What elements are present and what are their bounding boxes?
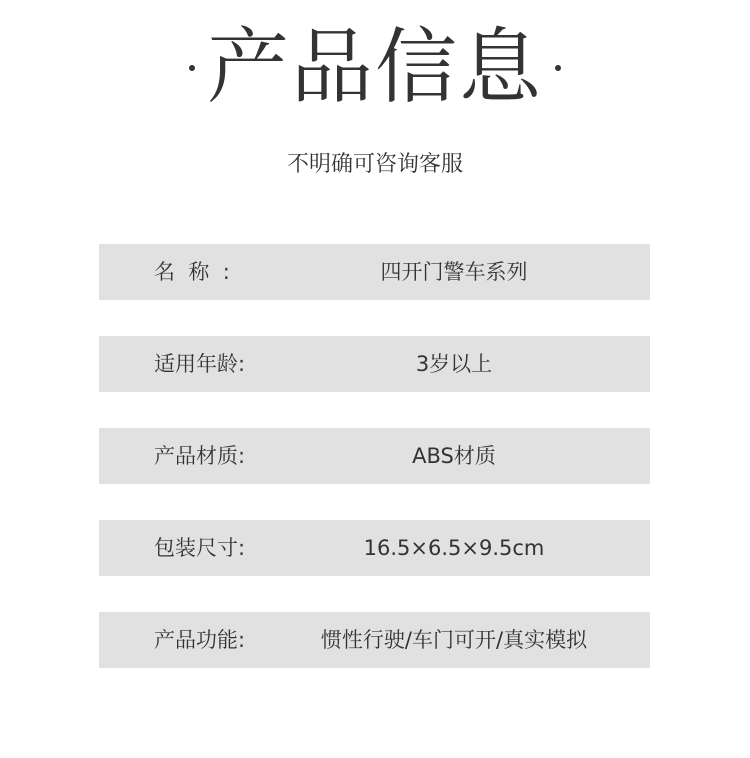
title-dot-left	[189, 65, 195, 71]
spec-value: 四开门警车系列	[380, 260, 528, 284]
spec-label: 名 称 :	[154, 260, 230, 284]
spec-label: 产品功能:	[154, 628, 246, 652]
spec-value: ABS材质	[412, 444, 496, 468]
spec-row-material	[99, 428, 650, 484]
spec-value: 惯性行驶/车门可开/真实模拟	[320, 628, 588, 652]
spec-row-name	[99, 244, 650, 300]
page-title: 产品信息	[206, 20, 543, 115]
spec-label: 包装尺寸:	[154, 536, 246, 560]
title-dot-right	[555, 65, 561, 71]
spec-value: 16.5×6.5×9.5cm	[363, 536, 545, 560]
page-subtitle: 不明确可咨询客服	[286, 152, 463, 177]
page-title-row	[0, 22, 750, 114]
spec-row-package-size	[99, 520, 650, 576]
spec-row-function	[99, 612, 650, 668]
spec-value: 3岁以上	[415, 352, 493, 376]
spec-label: 适用年龄:	[154, 352, 246, 376]
spec-label: 产品材质:	[154, 444, 246, 468]
spec-row-age	[99, 336, 650, 392]
